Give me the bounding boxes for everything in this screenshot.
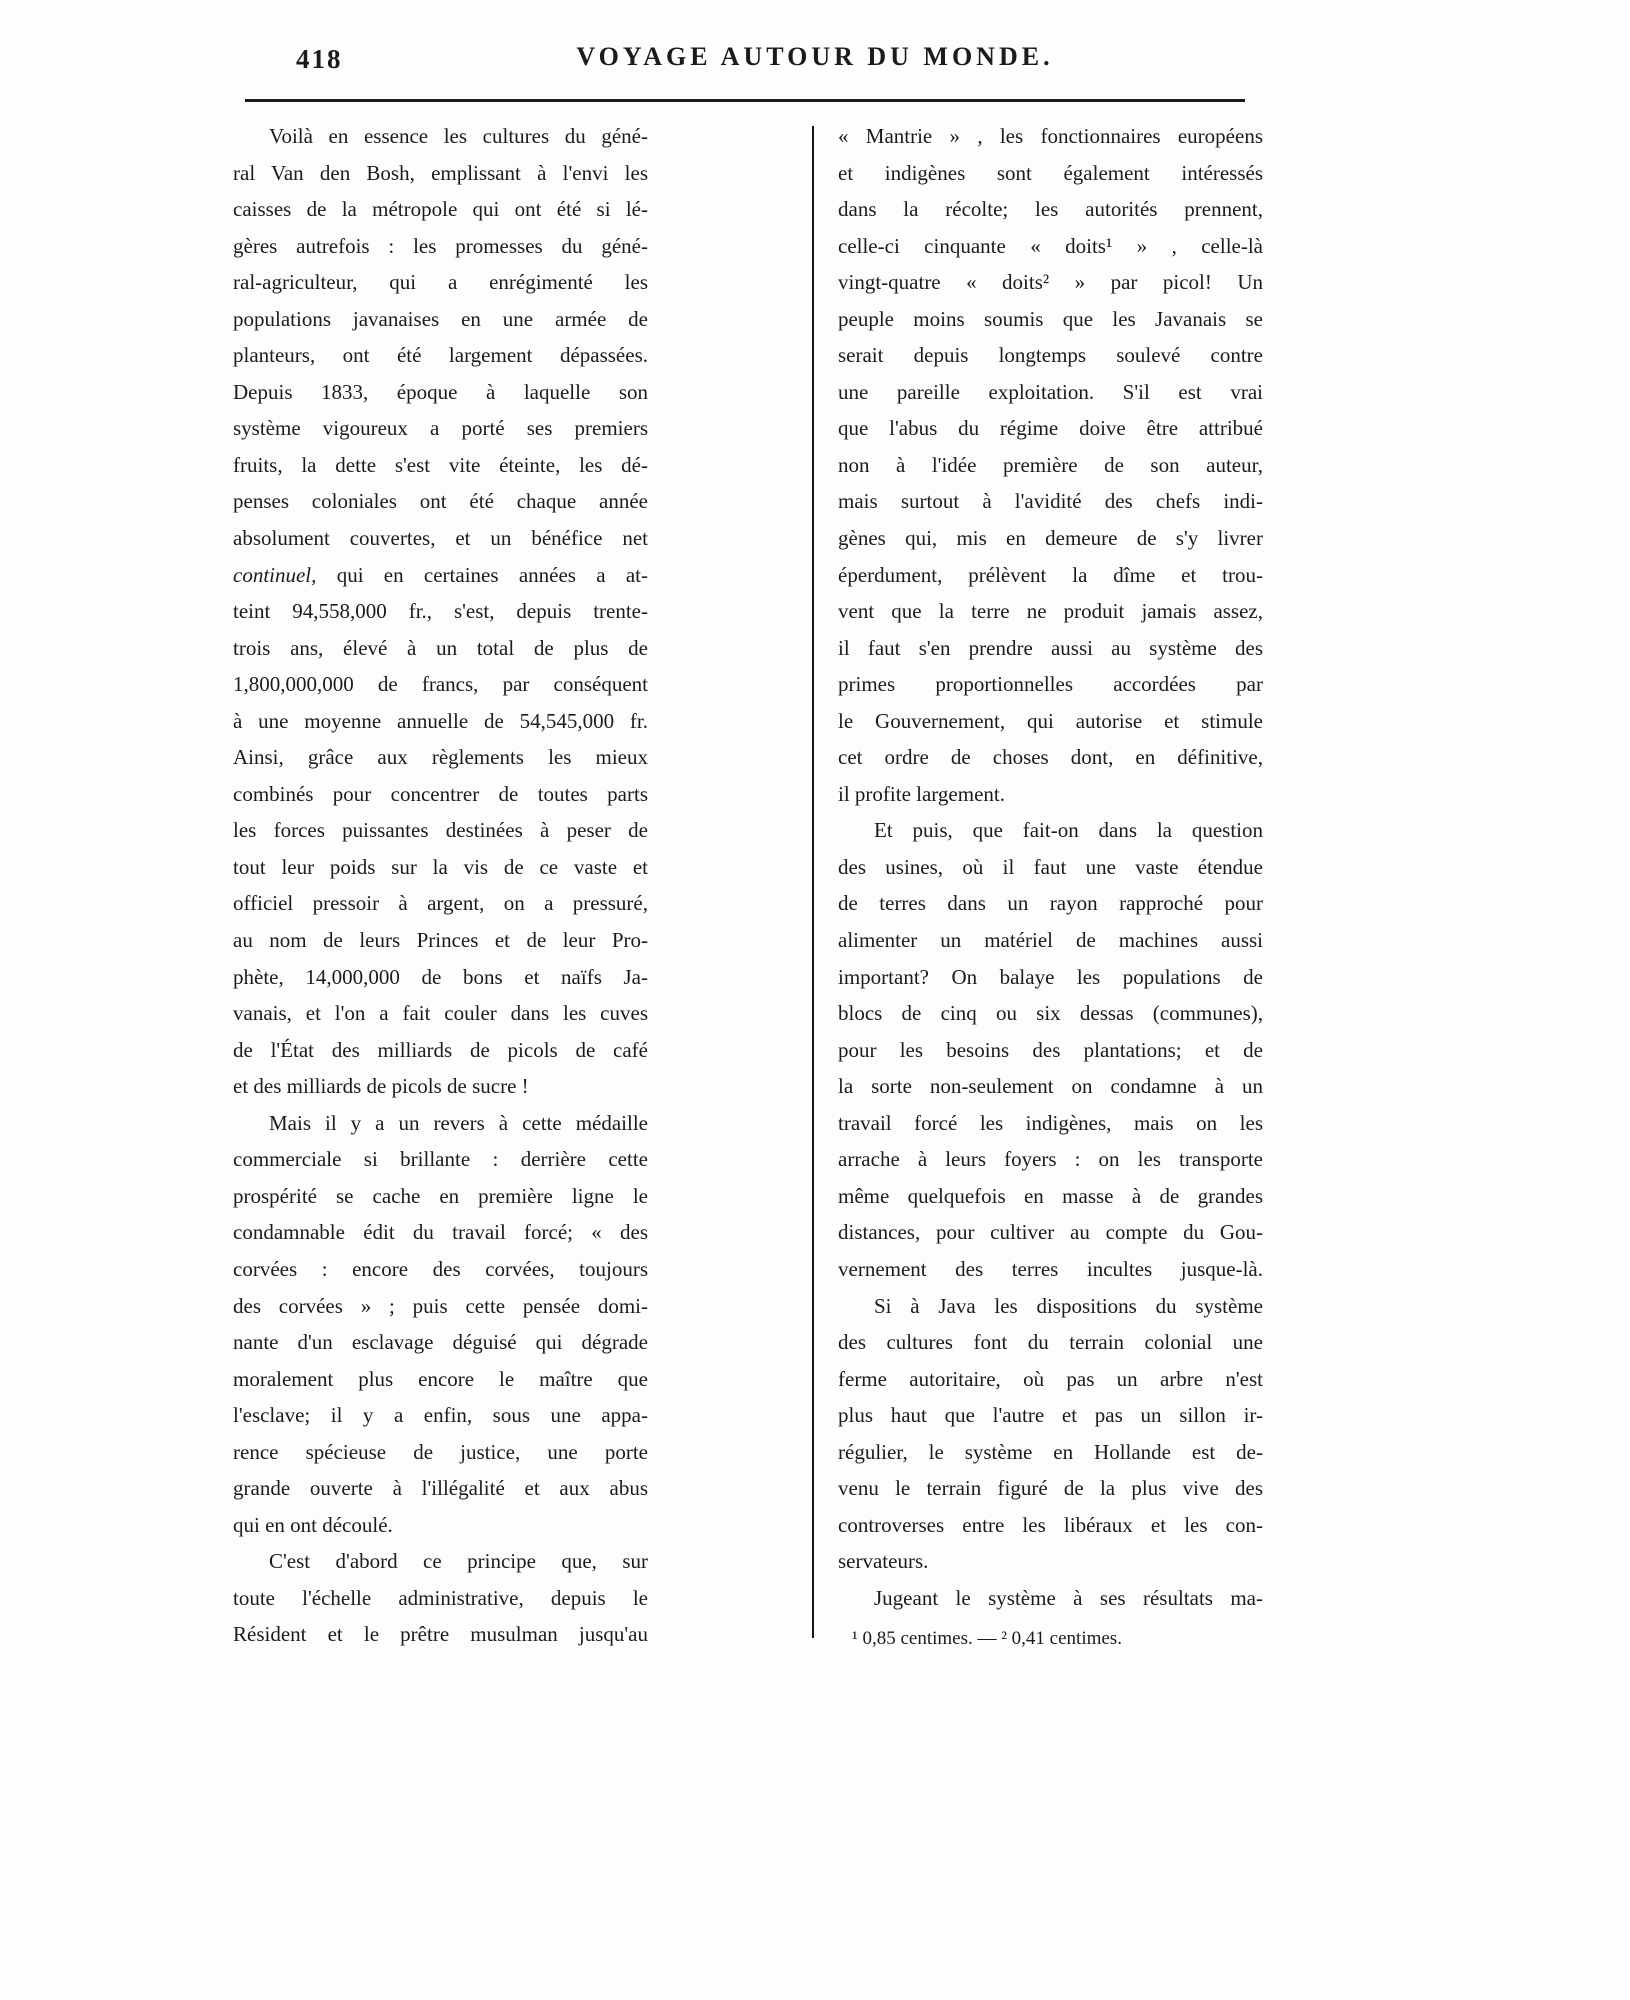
text-line: officiel pressoir à argent, on a pressuré,	[233, 891, 648, 916]
text-line: plus haut que l'autre et pas un sillon ir-	[838, 1403, 1263, 1428]
text-line: et indigènes sont également intéressés	[838, 160, 1263, 185]
text-line: vanais, et l'on a fait couler dans les cuves	[233, 1001, 648, 1026]
text-line: gères autrefois : les promesses du géné-	[233, 233, 648, 258]
text-line: distances, pour cultiver au compte du Gou-	[838, 1220, 1263, 1245]
text-line: nante d'un esclavage déguisé qui dégrade	[233, 1330, 648, 1355]
text-line: populations javanaises en une armée de	[233, 306, 648, 331]
text-line: le Gouvernement, qui autorise et stimule	[838, 708, 1263, 733]
text-line: prospérité se cache en première ligne le	[233, 1183, 648, 1208]
text-line: rence spécieuse de justice, une porte	[233, 1439, 648, 1464]
text-line: et des milliards de picols de sucre !	[233, 1074, 529, 1099]
text-line: système vigoureux a porté ses premiers	[233, 416, 648, 441]
text-line: tout leur poids sur la vis de ce vaste et	[233, 854, 648, 879]
text-line: trois ans, élevé à un total de plus de	[233, 635, 648, 660]
text-line: fruits, la dette s'est vite éteinte, les dé-	[233, 452, 648, 477]
right-column	[838, 118, 1263, 1616]
text-line: peuple moins soumis que les Javanais se	[838, 306, 1263, 331]
text-line: toute l'échelle administrative, depuis le	[233, 1585, 648, 1610]
text-line: il faut s'en prendre aussi au système des	[838, 635, 1263, 660]
text-line: ral Van den Bosh, emplissant à l'envi les	[233, 160, 648, 185]
text-line: des cultures font du terrain colonial une	[838, 1330, 1263, 1355]
text-line: Ainsi, grâce aux règlements les mieux	[233, 745, 648, 770]
text-line: commerciale si brillante : derrière cette	[233, 1147, 648, 1172]
text-line: important? On balaye les populations de	[838, 964, 1263, 989]
text-line: C'est d'abord ce principe que, sur	[269, 1549, 648, 1574]
text-line: phète, 14,000,000 de bons et naïfs Ja-	[233, 964, 648, 989]
text-line: Résident et le prêtre musulman jusqu'au	[233, 1622, 648, 1647]
text-line: blocs de cinq ou six dessas (communes),	[838, 1001, 1263, 1026]
left-column	[233, 118, 648, 1653]
text-line: alimenter un matériel de machines aussi	[838, 928, 1263, 953]
text-line: régulier, le système en Hollande est de-	[838, 1439, 1263, 1464]
footnote: ¹ 0,85 centimes. — ² 0,41 centimes.	[852, 1628, 1122, 1649]
text-line: une pareille exploitation. S'il est vrai	[838, 379, 1263, 404]
text-line: mais surtout à l'avidité des chefs indi-	[838, 489, 1263, 514]
text-line: arrache à leurs foyers : on les transporte	[838, 1147, 1263, 1172]
text-line: absolument couvertes, et un bénéfice net	[233, 526, 648, 551]
text-line: l'esclave; il y a enfin, sous une appa-	[233, 1403, 648, 1428]
text-line: même quelquefois en masse à de grandes	[838, 1183, 1263, 1208]
text-line: de l'État des milliards de picols de café	[233, 1037, 648, 1062]
text-line: Jugeant le système à ses résultats ma-	[874, 1585, 1263, 1610]
text-line: venu le terrain figuré de la plus vive des	[838, 1476, 1263, 1501]
text-line: condamnable édit du travail forcé; « des	[233, 1220, 648, 1245]
text-line: des corvées » ; puis cette pensée domi-	[233, 1293, 648, 1318]
text-line: que l'abus du régime doive être attribué	[838, 416, 1263, 441]
text-line: Mais il y a un revers à cette médaille	[269, 1110, 648, 1135]
text-line: qui en ont découlé.	[233, 1512, 393, 1537]
text-line: 1,800,000,000 de francs, par conséquent	[233, 672, 648, 697]
italic-text: continuel,	[233, 562, 317, 587]
text-line: controverses entre les libéraux et les con-	[838, 1512, 1263, 1537]
text-line: non à l'idée première de son auteur,	[838, 452, 1263, 477]
text-line: ferme autoritaire, où pas un arbre n'est	[838, 1366, 1263, 1391]
text-line: de terres dans un rayon rapproché pour	[838, 891, 1263, 916]
text-line: serait depuis longtemps soulevé contre	[838, 343, 1263, 368]
text-line: Voilà en essence les cultures du géné-	[269, 124, 648, 148]
text-line: à une moyenne annuelle de 54,545,000 fr.	[233, 708, 648, 733]
page-number: 418	[296, 44, 343, 74]
text-line: grande ouverte à l'illégalité et aux abus	[233, 1476, 648, 1501]
text-line: ral-agriculteur, qui a enrégimenté les	[233, 270, 648, 295]
text-line: celle-ci cinquante « doits¹ » , celle-là	[838, 233, 1263, 258]
text-line: pour les besoins des plantations; et de	[838, 1037, 1263, 1062]
text-line: moralement plus encore le maître que	[233, 1366, 648, 1391]
text-line: vernement des terres incultes jusque-là.	[838, 1256, 1263, 1281]
text-line: cet ordre de choses dont, en définitive,	[838, 745, 1263, 770]
text-line: il profite largement.	[838, 781, 1005, 806]
text-line: les forces puissantes destinées à peser de	[233, 818, 648, 843]
text-line: Depuis 1833, époque à laquelle son	[233, 379, 648, 404]
text-line: vent que la terre ne produit jamais assez,	[838, 599, 1263, 624]
text-line: au nom de leurs Princes et de leur Pro-	[233, 928, 648, 953]
text-line: combinés pour concentrer de toutes parts	[233, 781, 648, 806]
text-line: planteurs, ont été largement dépassées.	[233, 343, 648, 368]
running-title: VOYAGE AUTOUR DU MONDE.	[576, 42, 1054, 71]
column-divider	[812, 126, 814, 1638]
text-line: des usines, où il faut une vaste étendue	[838, 854, 1263, 879]
text-line: travail forcé les indigènes, mais on les	[838, 1110, 1263, 1135]
text-line: éperdument, prélèvent la dîme et trou-	[838, 562, 1263, 587]
text-line: Si à Java les dispositions du système	[874, 1293, 1263, 1318]
text-line: vingt-quatre « doits² » par picol! Un	[838, 270, 1263, 295]
text-line: teint 94,558,000 fr., s'est, depuis trente-	[233, 599, 648, 624]
text-line: la sorte non-seulement on condamne à un	[838, 1074, 1263, 1099]
text-line: caisses de la métropole qui ont été si lé-	[233, 197, 648, 222]
text-line: primes proportionnelles accordées par	[838, 672, 1263, 697]
text-line: dans la récolte; les autorités prennent,	[838, 197, 1263, 222]
text-line	[233, 557, 648, 594]
text-line: Et puis, que fait-on dans la question	[874, 818, 1263, 843]
text-line: servateurs.	[838, 1549, 929, 1574]
text-line: gènes qui, mis en demeure de s'y livrer	[838, 526, 1263, 551]
text-line: « Mantrie » , les fonctionnaires européens	[838, 124, 1263, 148]
header-rule	[245, 99, 1245, 102]
text-line: penses coloniales ont été chaque année	[233, 489, 648, 514]
text-segment: qui en certaines années a at-	[316, 562, 648, 587]
text-line: corvées : encore des corvées, toujours	[233, 1256, 648, 1281]
